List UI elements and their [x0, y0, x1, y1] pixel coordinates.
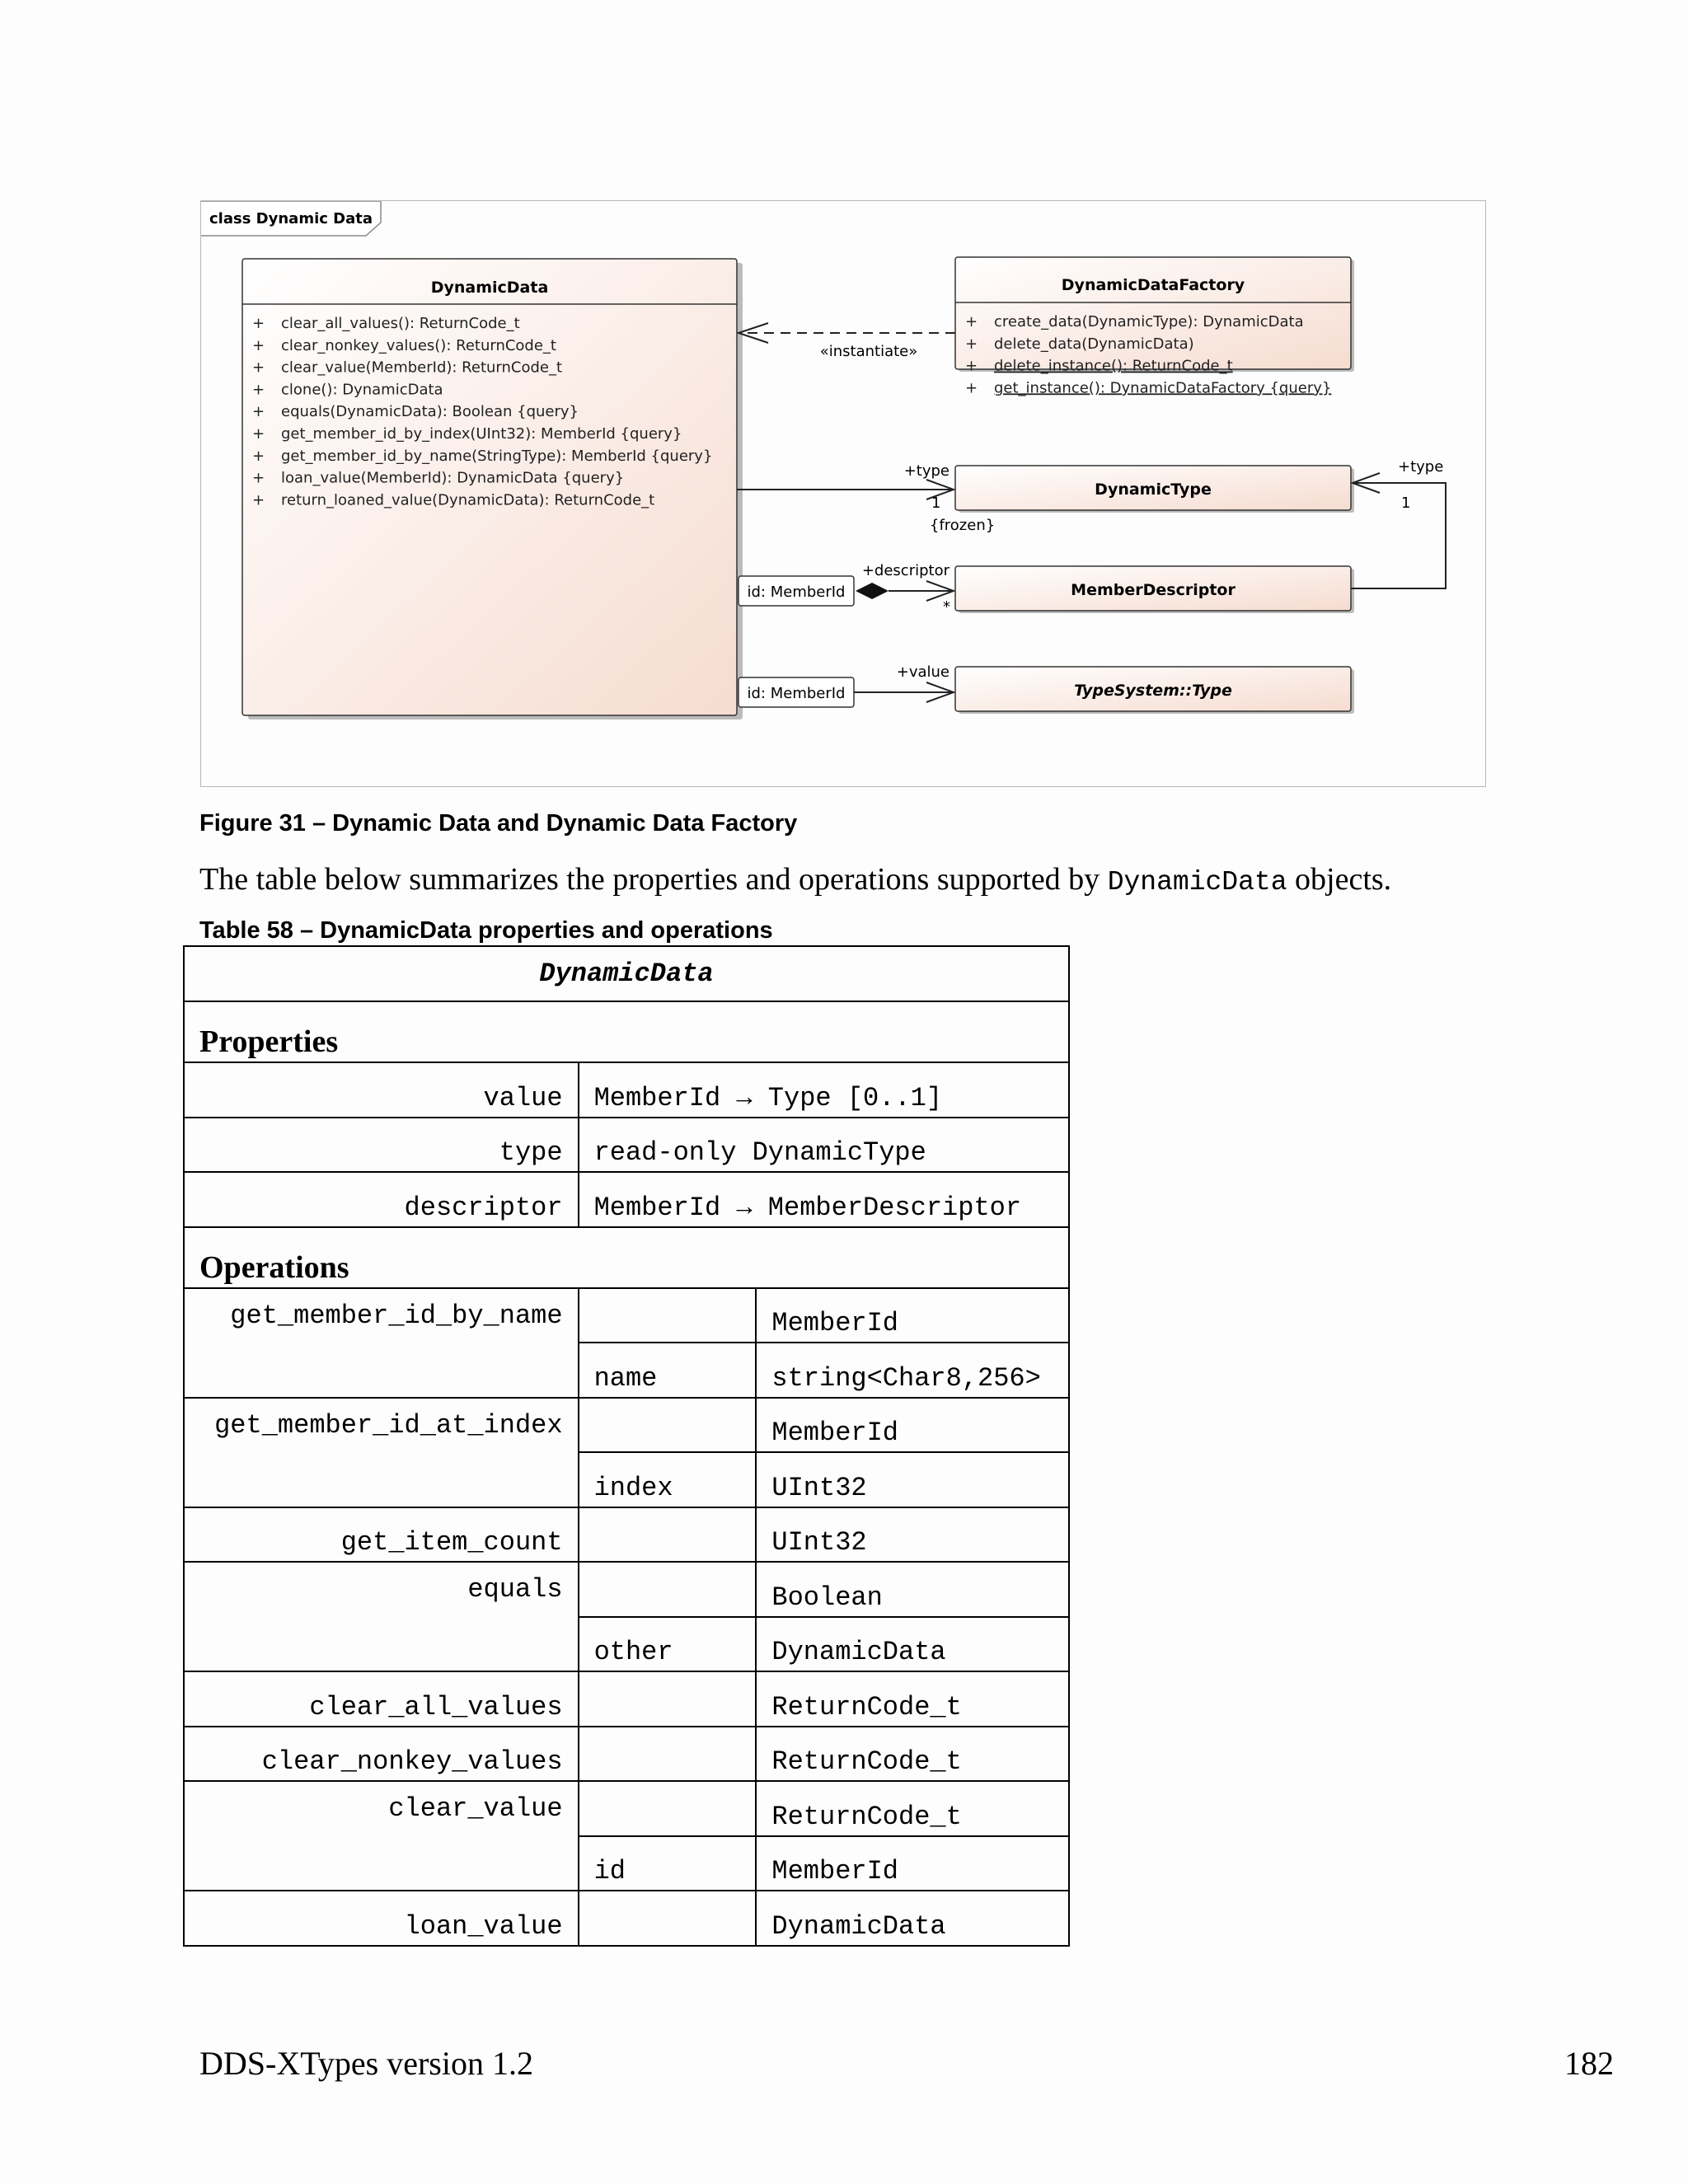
- operation-return-type: MemberId: [756, 1398, 1069, 1453]
- dynamicdata-class-name: DynamicData: [430, 279, 549, 297]
- property-row: [184, 1118, 1069, 1173]
- operation-param-empty: [579, 1288, 757, 1343]
- memberdescriptor-class: [955, 566, 1354, 613]
- operation-name: clear_all_values: [184, 1671, 579, 1727]
- property-name: type: [184, 1118, 579, 1173]
- dynamictype-class-name: DynamicType: [1095, 480, 1212, 499]
- body-paragraph: [199, 861, 1391, 898]
- descriptor-association: [738, 562, 954, 616]
- operation-signature: clear_value(MemberId): ReturnCode_t: [281, 359, 563, 377]
- visibility-marker: +: [252, 447, 265, 465]
- visibility-marker: +: [965, 379, 978, 397]
- property-type: MemberId → MemberDescriptor: [579, 1172, 1069, 1227]
- operation-return-type: DynamicData: [756, 1891, 1069, 1946]
- frozen-label: {frozen}: [930, 517, 996, 534]
- descriptor-role-label: +descriptor: [861, 562, 950, 579]
- operation-signature: clear_all_values(): ReturnCode_t: [281, 315, 520, 332]
- typesystem-type-class-name: TypeSystem::Type: [1074, 682, 1232, 700]
- descriptor-multiplicity: *: [943, 598, 950, 616]
- operation-name: clear_value: [184, 1781, 579, 1891]
- operation-signature: get_member_id_by_index(UInt32): MemberId {query}: [281, 425, 682, 443]
- qualifier-label-1: id: MemberId: [747, 583, 846, 601]
- param-name: index: [579, 1452, 757, 1507]
- frame-label: class Dynamic Data: [209, 210, 373, 227]
- operation-name: get_item_count: [184, 1507, 579, 1563]
- operation-row: [184, 1288, 1069, 1343]
- operation-signature: return_loaned_value(DynamicData): ReturnCode_t: [281, 491, 655, 509]
- visibility-marker: +: [252, 336, 265, 354]
- property-name: value: [184, 1062, 579, 1118]
- operation-row: [184, 1562, 1069, 1617]
- param-name: name: [579, 1343, 757, 1398]
- visibility-marker: +: [252, 403, 265, 421]
- operation-name: clear_nonkey_values: [184, 1727, 579, 1782]
- param-name: id: [579, 1836, 757, 1891]
- value-association: [738, 663, 954, 707]
- operation-param-empty: [579, 1507, 757, 1563]
- operation-row: [184, 1398, 1069, 1453]
- dynamicdata-class: [242, 259, 743, 719]
- operation-row: [184, 1671, 1069, 1727]
- dynamictype-class: [955, 466, 1354, 513]
- visibility-marker: +: [252, 359, 265, 377]
- visibility-marker: +: [252, 315, 265, 332]
- operation-row: [184, 1507, 1069, 1563]
- operation-name: equals: [184, 1562, 579, 1671]
- property-type: MemberId → Type [0..1]: [579, 1062, 1069, 1118]
- operation-param-empty: [579, 1727, 757, 1782]
- param-type: MemberId: [756, 1836, 1069, 1891]
- self-type-multiplicity: 1: [1401, 494, 1411, 512]
- visibility-marker: +: [965, 335, 978, 353]
- operation-row: [184, 1891, 1069, 1946]
- page-number: 182: [1564, 2045, 1614, 2082]
- visibility-marker: +: [252, 469, 265, 487]
- operation-row: [184, 1781, 1069, 1836]
- self-type-role-label: +type: [1398, 458, 1444, 476]
- visibility-marker: +: [965, 357, 978, 375]
- operation-return-type: ReturnCode_t: [756, 1671, 1069, 1727]
- operation-return-type: Boolean: [756, 1562, 1069, 1617]
- paragraph-text-before: The table below summarizes the properties and operations supported by: [199, 862, 1108, 897]
- typesystem-type-class: [955, 667, 1354, 714]
- operation-name: get_member_id_by_name: [184, 1288, 579, 1398]
- operation-signature: delete_instance(): ReturnCode_t: [994, 357, 1233, 375]
- operation-signature: get_instance(): DynamicDataFactory {query}: [994, 379, 1332, 397]
- instantiate-dependency: [738, 323, 955, 360]
- paragraph-code: DynamicData: [1107, 867, 1287, 898]
- operation-signature: create_data(DynamicType): DynamicData: [994, 313, 1304, 330]
- property-row: [184, 1062, 1069, 1118]
- type-multiplicity: 1: [931, 494, 941, 512]
- composition-diamond: [856, 583, 889, 599]
- operation-signature: clear_nonkey_values(): ReturnCode_t: [281, 336, 556, 354]
- operation-param-empty: [579, 1781, 757, 1836]
- instantiate-label: «instantiate»: [819, 343, 918, 360]
- paragraph-text-after: objects.: [1287, 862, 1392, 897]
- operation-return-type: MemberId: [756, 1288, 1069, 1343]
- operation-signature: delete_data(DynamicData): [994, 335, 1194, 353]
- member-type-association: [1351, 458, 1446, 588]
- dynamicdatafactory-class: [955, 257, 1354, 396]
- qualifier-label-2: id: MemberId: [747, 685, 846, 702]
- uml-class-diagram: [200, 200, 1486, 787]
- param-type: UInt32: [756, 1452, 1069, 1507]
- operation-param-empty: [579, 1671, 757, 1727]
- operation-signature: clone(): DynamicData: [281, 381, 443, 399]
- param-name: other: [579, 1617, 757, 1672]
- figure-caption: Figure 31 – Dynamic Data and Dynamic Data Factory: [199, 810, 798, 837]
- visibility-marker: +: [252, 381, 265, 399]
- value-role-label: +value: [896, 663, 950, 681]
- operations-heading: Operations: [184, 1227, 1069, 1288]
- operation-signature: loan_value(MemberId): DynamicData {query}: [281, 469, 625, 487]
- operation-return-type: UInt32: [756, 1507, 1069, 1563]
- type-role-label: +type: [903, 462, 950, 480]
- operation-name: loan_value: [184, 1891, 579, 1946]
- table-title: DynamicData: [184, 946, 1069, 1001]
- operation-signature: get_member_id_by_name(StringType): MemberId {query}: [281, 447, 713, 465]
- operation-row: [184, 1727, 1069, 1782]
- dynamicdata-table: [183, 945, 1070, 1947]
- param-type: DynamicData: [756, 1617, 1069, 1672]
- operation-param-empty: [579, 1562, 757, 1617]
- operation-param-empty: [579, 1891, 757, 1946]
- property-type: read-only DynamicType: [579, 1118, 1069, 1173]
- table-caption: Table 58 – DynamicData properties and operations: [199, 917, 773, 944]
- footer-title: DDS-XTypes version 1.2: [199, 2045, 533, 2082]
- memberdescriptor-class-name: MemberDescriptor: [1071, 581, 1236, 599]
- visibility-marker: +: [965, 313, 978, 330]
- operation-return-type: ReturnCode_t: [756, 1727, 1069, 1782]
- operation-name: get_member_id_at_index: [184, 1398, 579, 1507]
- visibility-marker: +: [252, 425, 265, 443]
- operation-param-empty: [579, 1398, 757, 1453]
- property-row: [184, 1172, 1069, 1227]
- operation-signature: equals(DynamicData): Boolean {query}: [281, 403, 579, 421]
- visibility-marker: +: [252, 491, 265, 509]
- factory-class-name: DynamicDataFactory: [1061, 276, 1245, 294]
- property-name: descriptor: [184, 1172, 579, 1227]
- param-type: string<Char8,256>: [756, 1343, 1069, 1398]
- properties-heading: Properties: [184, 1001, 1069, 1062]
- operation-return-type: ReturnCode_t: [756, 1781, 1069, 1836]
